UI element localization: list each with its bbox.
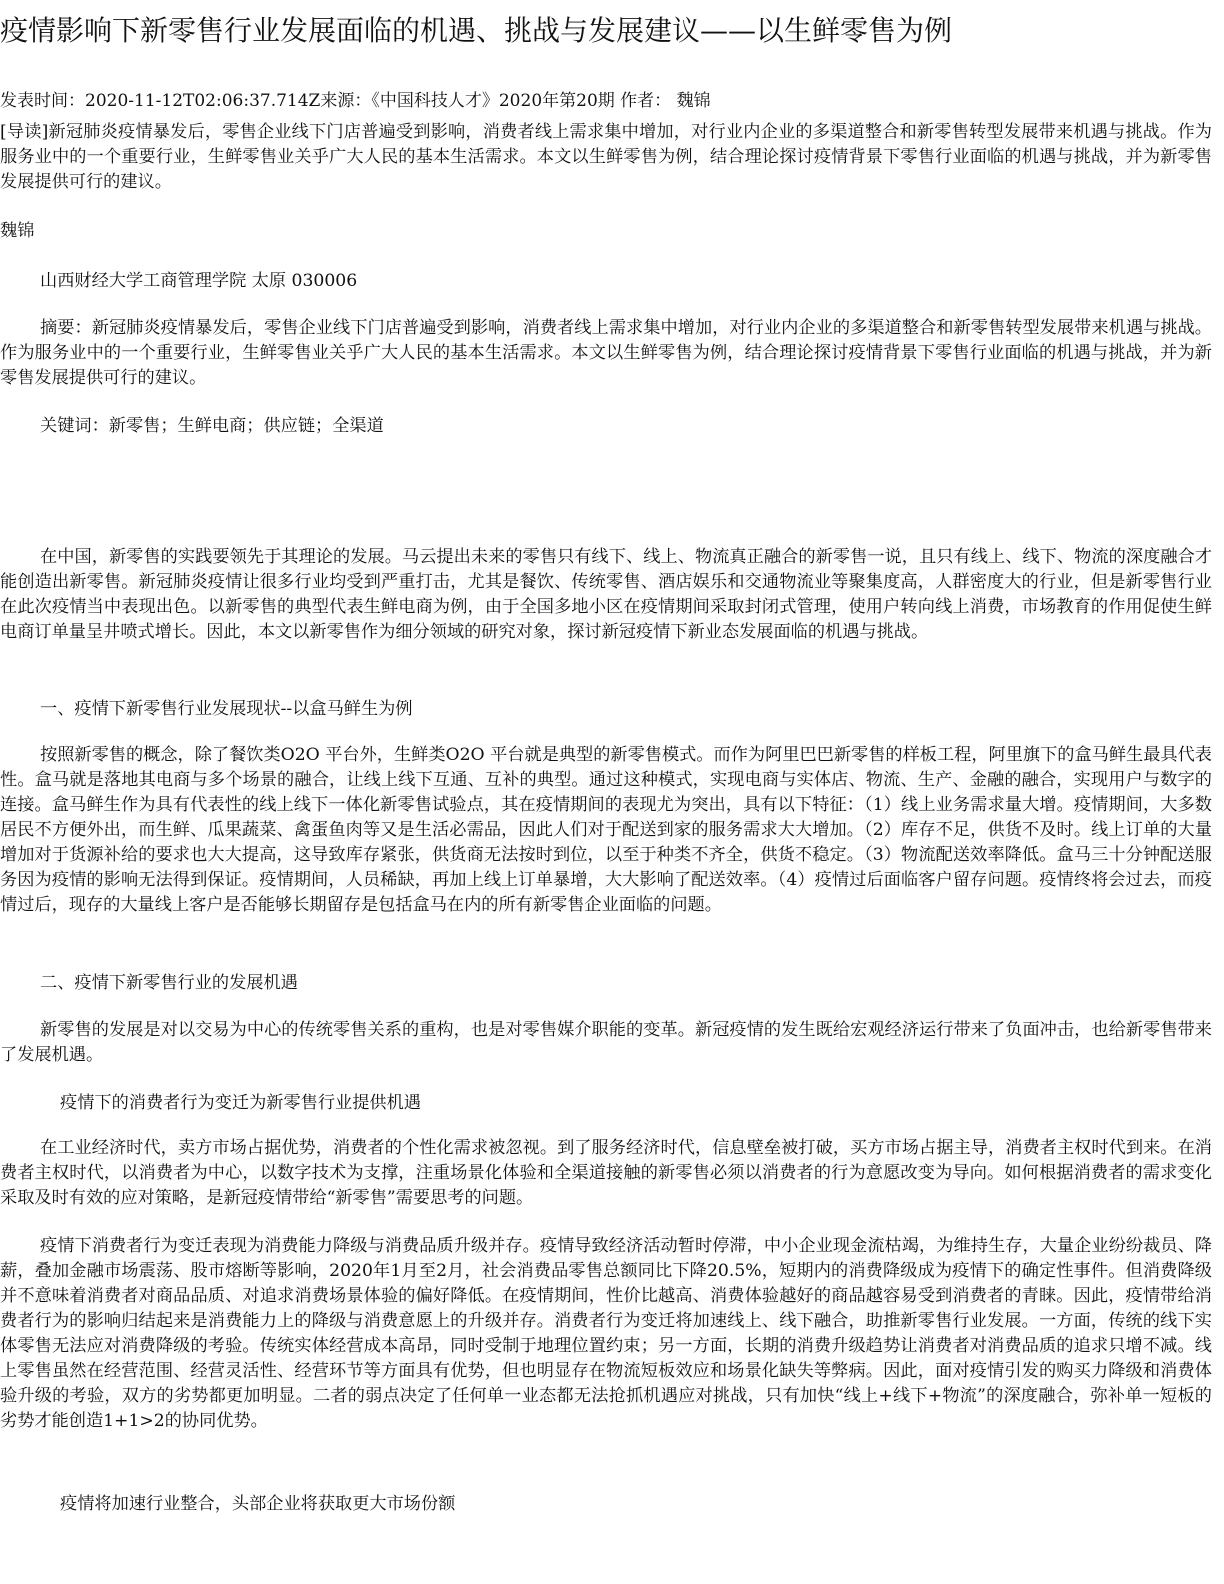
subsection-1-paragraph-2: 疫情下消费者行为变迁表现为消费能力降级与消费品质升级并存。疫情导致经济活动暂时停滞，中小企业现金流枯竭，为维持生存，大量企业纷纷裁员、降薪，叠加金融市场震荡、股市熔断等影响，2020年1月至2月，社会消费品零售总额同比下降20.5%，短期内的消费降级成为疫情下的确定性事件。但消费降级并不意味着消费者对商品品质、对追求消费场景体验的偏好降低。在疫情期间，性价比越高、消费体验越好的商品越容易受到消费者的青睐。因此，疫情带给消费者行为的影响归结起来是消费能力上的降级与消费意愿上的升级并存。消费者行为变迁将加速线上、线下融合，助推新零售行业发展。一方面，传统的线下实体零售无法应对消费降级的考验。传统实体经营成本高昂，同时受制于地理位置约束；另一方面，长期的消费升级趋势让消费者对消费品质的追求只增不减。线上零售虽然在经营范围、经营灵活性、经营环节等方面具有优势，但也明显存在物流短板效应和场景化缺失等弊病。因此，面对疫情引发的购买力降级和消费体验升级的考验，双方的劣势都更加明显。二者的弱点决定了任何单一业态都无法抢抓机遇应对挑战，只有加快“线上+线下+物流”的深度融合，弥补单一短板的劣势才能创造1+1>2的协同优势。 xyxy=(0,1236,1212,1431)
section-2-body: 新零售的发展是对以交易为中心的传统零售关系的重构，也是对零售媒介职能的变革。新冠疫情的发生既给宏观经济运行带来了负面冲击，也给新零售带来了发展机遇。 xyxy=(0,1020,1212,1065)
article-lead: [导读]新冠肺炎疫情暴发后，零售企业线下门店普遍受到影响，消费者线上需求集中增加，对行业内企业的多渠道整合和新零售转型发展带来机遇与挑战。作为服务业中的一个重要行业，生鲜零售业关乎广大人民的基本生活需求。本文以生鲜零售为例，结合理论探讨疫情背景下零售行业面临的机遇与挑战，并为新零售发展提供可行的建议。 xyxy=(0,122,1212,192)
article-meta: 发表时间：2020-11-12T02:06:37.714Z来源：《中国科技人才》2020年第20期 作者： 魏锦 xyxy=(0,91,711,111)
author-affiliation: 山西财经大学工商管理学院 太原 030006 xyxy=(40,271,358,291)
subsection-2-heading: 疫情将加速行业整合，头部企业将获取更大市场份额 xyxy=(60,1494,456,1514)
intro-paragraph: 在中国，新零售的实践要领先于其理论的发展。马云提出未来的零售只有线下、线上、物流真正融合的新零售一说，且只有线上、线下、物流的深度融合才能创造出新零售。新冠肺炎疫情让很多行业均受到严重打击，尤其是餐饮、传统零售、酒店娱乐和交通物流业等聚集度高，人群密度大的行业，但是新零售行业在此次疫情当中表现出色。以新零售的典型代表生鲜电商为例，由于全国多地小区在疫情期间采取封闭式管理，使用户转向线上消费，市场教育的作用促使生鲜电商订单量呈井喷式增长。因此，本文以新零售作为细分领域的研究对象，探讨新冠疫情下新业态发展面临的机遇与挑战。 xyxy=(0,547,1212,642)
article-title: 疫情影响下新零售行业发展面临的机遇、挑战与发展建议——以生鲜零售为例 xyxy=(0,14,953,47)
section-2-heading: 二、疫情下新零售行业的发展机遇 xyxy=(40,973,298,993)
keywords: 关键词：新零售；生鲜电商；供应链；全渠道 xyxy=(40,416,384,436)
subsection-1-paragraph-1: 在工业经济时代，卖方市场占据优势，消费者的个性化需求被忽视。到了服务经济时代，信息壁垒被打破，买方市场占据主导，消费者主权时代到来。在消费者主权时代，以消费者为中心，以数字技术为支撑，注重场景化体验和全渠道接触的新零售必须以消费者的行为意愿改变为导向。如何根据消费者的需求变化采取及时有效的应对策略，是新冠疫情带给“新零售”需要思考的问题。 xyxy=(0,1138,1212,1208)
section-1-body: 按照新零售的概念，除了餐饮类O2O 平台外，生鲜类O2O 平台就是典型的新零售模式。而作为阿里巴巴新零售的样板工程，阿里旗下的盒马鲜生最具代表性。盒马就是落地其电商与多个场景的融合，让线上线下互通、互补的典型。通过这种模式，实现电商与实体店、物流、生产、金融的融合，实现用户与数字的连接。盒马鲜生作为具有代表性的线上线下一体化新零售试验点，其在疫情期间的表现尤为突出，具有以下特征：（1）线上业务需求量大增。疫情期间，大多数居民不方便外出，而生鲜、瓜果蔬菜、禽蛋鱼肉等又是生活必需品，因此人们对于配送到家的服务需求大大增加。（2）库存不足，供货不及时。线上订单的大量增加对于货源补给的要求也大大提高，这导致库存紧张，供货商无法按时到位，以至于种类不齐全，供货不稳定。（3）物流配送效率降低。盒马三十分钟配送服务因为疫情的影响无法得到保证。疫情期间，人员稀缺，再加上线上订单暴增，大大影响了配送效率。（4）疫情过后面临客户留存问题。疫情终将会过去，而疫情过后，现存的大量线上客户是否能够长期留存是包括盒马在内的所有新零售企业面临的问题。 xyxy=(0,745,1212,915)
subsection-1-heading: 疫情下的消费者行为变迁为新零售行业提供机遇 xyxy=(60,1093,421,1113)
abstract: 摘要：新冠肺炎疫情暴发后，零售企业线下门店普遍受到影响，消费者线上需求集中增加，对行业内企业的多渠道整合和新零售转型发展带来机遇与挑战。作为服务业中的一个重要行业，生鲜零售业关乎广大人民的基本生活需求。本文以生鲜零售为例，结合理论探讨疫情背景下零售行业面临的机遇与挑战，并为新零售发展提供可行的建议。 xyxy=(0,318,1212,388)
author-name: 魏锦 xyxy=(0,221,35,241)
section-1-heading: 一、疫情下新零售行业发展现状--以盒马鲜生为例 xyxy=(40,699,413,719)
